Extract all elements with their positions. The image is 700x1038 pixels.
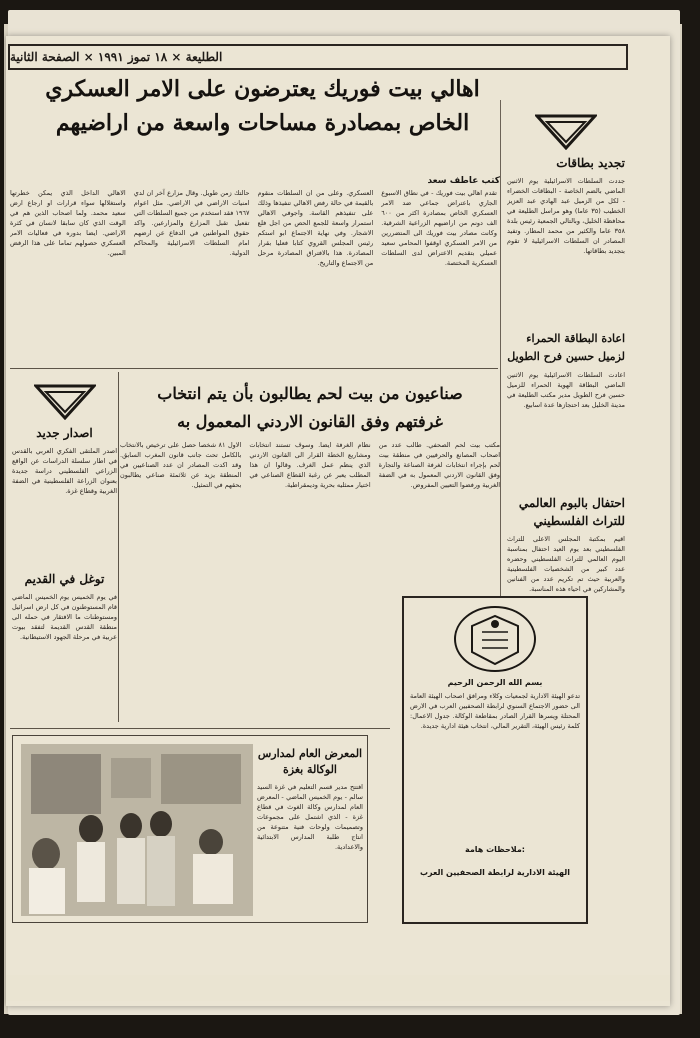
notice-signature: الهيئة الادارية لرابطة الصحفيين العرب: [419, 868, 571, 877]
article-column: تقدم اهالي بيت فوريك - في نطاق الاسبوع الجاري باعتراض جماعي ضد الامر العسكري الخاص بمصادرة اكثر من ٦٠٠ الف دونم من اراضيهم الزراعية الشرقية. وكانت مصادر بيت فوريك الى المتضررين من الامر العسكري اوقفوا المحامي سعيد عميلي بتقديم الاعتراض لدى السلطات العسكرية المختصة.: [381, 189, 497, 267]
section-title-old-city: توغل في القديم: [24, 572, 105, 586]
basmala: بسم الله الرحمن الرحيم: [447, 678, 543, 687]
notes-title: ملاحظات هامة:: [465, 845, 525, 854]
triangle-logo-icon: [535, 114, 597, 150]
article-column: نظام الغرفة ايضا. وسوف تستند انتخابات ومشاريع الخطة القرار الى القانون الاردني الذي ينظم عمل الغرف. وقالوا ان هذا المطلب يعبر عن رغبة القطاع الصناعي في اختيار ممثليه بحرية وديمقراطية.: [249, 441, 371, 489]
section-text-old-city: في يوم الخميس يوم الخميس الماضي قام المستوطنون في كل ارض اسرائيل ومستوطنات ما الافتقار في حمله الى منطقة القدس القديمة لتفقد بيوت عربية في مرحلة الجهود الاستيطانية.: [12, 593, 117, 641]
notice-text: تدعو الهيئة الادارية لجمعيات وكلاء ومرافق اصحاب الهيئة العامة الى حضور الاجتماع السنوي لرابطة الصحفيين العرب في الارض المحتلة ويسرها القرار الصادر بمقاطعة الوكالة. جدول الاعمال: كلمة رئيس الهيئة، التقرير المالي، انتخاب هيئة ادارية جديدة.: [410, 692, 580, 730]
section-title-cards: تجديد بطاقات: [556, 156, 625, 170]
section-text-new-release: اصدر الملتقى الفكري العربي بالقدس في اطار سلسلة الدراسات عن الواقع الزراعي الفلسطيني دراسة جديدة بعنوان الزراعة الفلسطينية في الضفة الغربية وقطاع غزة.: [12, 447, 117, 495]
section-text-red-card: اعادت السلطات الاسرائيلية يوم الاثنين الماضي البطاقة الهوية الحمراء للزميل حسين فرح الطويل مدير مكتب الطليعة في مدينة الخليل بعد احتجازها عدة اسابيع.: [507, 371, 625, 409]
article-column: الاهالي الداخل الذي يمكن خطرتها واستغلالها سواء قرارات او ارجاع ارض سعيد محمد. ولما اصحاب الذين هم في الوقت الذي كان سابقا لانسان في كثرة الاراضي. ايضا بدوره في فعاليات الامر العسكري حصولهم تماما على هذا الرفض المبين.: [10, 189, 126, 257]
section-title-heritage: احتفال بالبوم العالمي للتراث الفلسطيني: [518, 496, 625, 528]
main-headline: [30, 72, 495, 170]
article-column: الاول ٨١ شخصا حصل على ترخيص بالانتخاب بالكامل تحت جانب قانون المغرب السابق. وقد اكدت المصادر ان عدد الصناعيين في المنطقة يزيد عن ثلاثمئة صناعي يطالبون بحقهم في التمثيل.: [120, 441, 242, 489]
association-emblem-icon: [452, 604, 538, 674]
article-column: مكتب بيت لحم الصحفي. طالب عدد من اصحاب المصانع والحرفيين في منطقة بيت لحم بإجراء انتخابات لغرفة الصناعة والتجارة وفق القانون الاردني المعمول به في الضفة الغربية ورفضوا التعيين المفروض.: [378, 441, 500, 489]
section-text-cards: جددت السلطات الاسرائيلية يوم الاثنين الماضي بالضم الخاصة - البطاقات الخضراء - لكل من الزميل عبد الهادي عبد العزيز الخطيب (٣٥ عاما) وهو مراسل الطليعة في محافظة الخليل، وبالتالي الجمعية رئيس بلدة ٣٥٨ عاما والكثير من محمد المطار. وتفيد المصادر ان السلطات الاسرائيلية لا تقوم بتجديد بطاقاتها.: [507, 177, 625, 255]
byline: كتب عاطف سعد: [427, 176, 500, 186]
masthead: [8, 44, 628, 70]
left-news-column: [12, 380, 117, 720]
second-headline: [120, 380, 500, 436]
exhibition-photo: [21, 744, 253, 916]
main-headline-line2: الخاص بمصادرة مساحات واسعة من اراضيهم: [55, 110, 470, 136]
section-divider: [10, 368, 498, 369]
section-divider: [10, 728, 390, 729]
page-bottom-edge: [6, 975, 670, 1001]
photo-feature-text: افتتح مدير قسم التعليم في غزة السيد سالم - يوم الخميس الماضي - المعرض العام لمدارس وكالة الغوث في قطاع غزة - الذي اشتمل على مجموعات وتصميمات ولوحات فنية متنوعة من انتاج طلبة المدارس الابتدائية والاعدادية.: [257, 783, 363, 851]
triangle-logo-icon: [34, 384, 96, 420]
photo-caption: [257, 742, 363, 918]
section-text-heritage: اقيم بمكتبة المجلس الاعلى للتراث الفلسطيني بعد يوم العيد احتفال بمناسبة اليوم العالمي للتراث الفلسطيني وحضره عدد كبير من الشخصيات الفلسطينية والعربية حيث تم تكريم عدد من الفنانين والمشاركين في احياء هذه المناسبة.: [507, 535, 625, 593]
column-divider: [118, 372, 119, 722]
photo-feature-title: المعرض العام لمدارس الوكالة بغزة: [257, 747, 363, 776]
photo-feature: [12, 735, 368, 923]
second-headline-line1: صناعيون من بيت لحم يطالبون بأن يتم انتخاب: [157, 384, 463, 403]
photo-illustration: [21, 744, 253, 916]
section-title-red-card: اعادة البطاقة الحمراء لزميل حسين فرح الطويل: [507, 332, 625, 363]
main-article-body: [10, 188, 497, 360]
main-headline-line1: اهالي بيت فوريك يعترضون على الامر العسكري: [45, 76, 480, 102]
section-title-new-release: اصدار جديد: [36, 426, 93, 440]
article-column: حالتك زمن طويل. وقال مزارع آخر ان لدي امنيات الاراضي في الاراضي. مثل اعوام ١٩٦٧ فقد استخدم من جميع السلطات التي تفعيل تقبل المزارع والمزارعين. واكد حقوق المواطنين في الدفاع عن ارضهم امام السلطات الاسرائيلية والمحاكم الدولية.: [133, 189, 250, 257]
announcement-box: [402, 596, 588, 924]
second-headline-line2: غرفتهم وفق القانون الاردني المعمول به: [177, 412, 443, 431]
article-column: العسكري. وعلى من ان السلطات منقوم بالقيمة في حالة رفض الاهالي تنفيذها وذلك على تنفيذهم القاسة. واجوفي الاهالي استمرار واسعة للجمع الحص من اجل فلع الاشجار. وفي نهاية الاجتماع ابو استكم رئيس المجلس القروي كتابا فعليا بقرار المصادرة. هذا بالافتراق المصادرة مرحل من الاجتماع والتاريخ.: [257, 189, 374, 267]
issue-line: الطليعة × ١٨ تموز ١٩٩١ × الصفحة الثانية: [10, 50, 223, 64]
